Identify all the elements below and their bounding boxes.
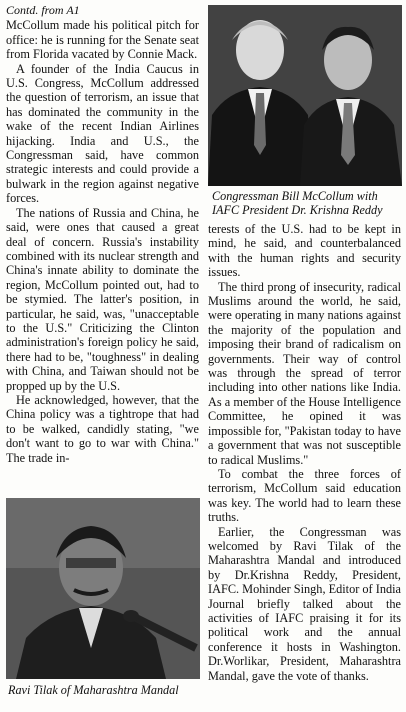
paragraph: A founder of the India Caucus in U.S. Congress, McCollum addressed the question of terrorism, an issue that has dominated the community in the wake of the recent Indian Airlines hijacking. India and U.S., the Congressman said, have common strategic interests and could provide a bulwark in the region against negative forces. — [6, 61, 199, 206]
paragraph: The third prong of insecurity, radical Muslims around the world, he said, were operating in many nations against the majority of the population and imposing their brand of radicalism on governments. Their way of control was through the spread of terror including into other nations like India. As a member of the House Intelligence Committee, he opined it was impossible for, "Pakistan today to have a government that was not susceptible to radical Muslims." — [208, 279, 401, 467]
paragraph: He acknowledged, however, that the China policy was a tightrope that had to be walked, candidly stating, "we don't want to go to war with China." The trade in- — [6, 392, 199, 465]
continued-from-label: Contd. from A1 — [6, 3, 80, 17]
paragraph: McCollum made his political pitch for office: he is running for the Senate seat from Florida vacated by Connie Mack. — [6, 18, 199, 62]
paragraph: terests of the U.S. had to be kept in mind, he said, and counterbalanced with the human rights and security issues. — [208, 222, 401, 280]
paragraph: The nations of Russia and China, he said, were ones that caused a great deal of concern. Russia's instability combined with its nuclear strength and China's innate ability to dominate the region, McCollum pointed out, had to be stymied. The latter's position, in particular, he said, was, "unacceptable to the U.S." Criticizing the Clinton administration's foreign policy he said, there had to be, "toughness" in dealing with China, and Taiwan should not be propped up by the U.S. — [6, 205, 199, 393]
photo-caption: Congressman Bill McCollum with IAFC President Dr. Krishna Reddy — [212, 189, 383, 217]
right-column — [208, 222, 401, 683]
paragraph: Earlier, the Congressman was welcomed by Ravi Tilak of the Maharashtra Mandal and introduced by Dr.Krishna Reddy, President, IAFC. Mohinder Singh, Editor of India Journal briefly talked about the activities of IAFC praising it for its political work and the annual conference it hosts in Washington. Dr.Worlikar, President, Maharashtra Mandal, gave the vote of thanks. — [208, 524, 401, 683]
photo-caption: Ravi Tilak of Maharashtra Mandal — [8, 683, 179, 697]
paragraph: To combat the three forces of terrorism, McCollum said education was key. The world had to learn these truths. — [208, 466, 401, 525]
photo-mccollum-reddy — [208, 5, 402, 186]
photo-ravi-tilak — [6, 498, 200, 679]
left-column — [6, 3, 199, 465]
